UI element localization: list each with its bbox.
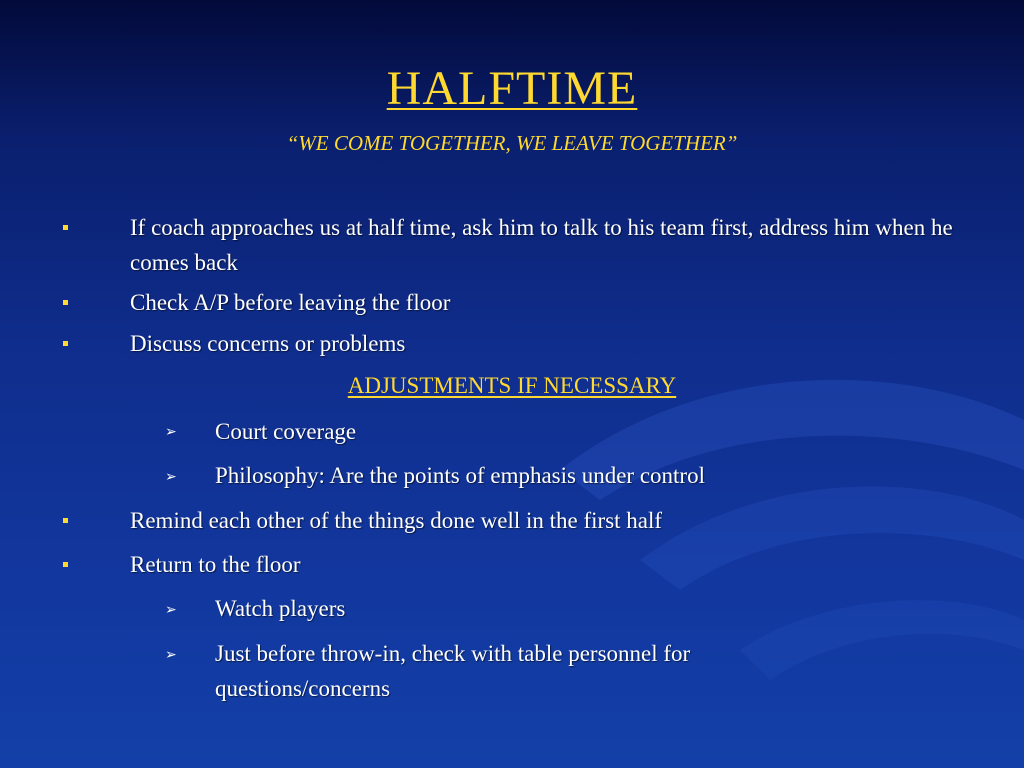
arrow-bullet-icon: ➢	[165, 469, 177, 485]
square-bullet-icon	[63, 341, 68, 346]
arrow-bullet-icon: ➢	[165, 602, 177, 618]
square-bullet-icon	[63, 518, 68, 523]
bullet-item: Discuss concerns or problems	[130, 331, 406, 356]
slide-title: HALFTIME	[386, 62, 638, 115]
square-bullet-icon	[63, 225, 68, 230]
bullet-item: Check A/P before leaving the floor	[130, 290, 451, 315]
sub-bullet-item: Just before throw-in, check with table personnel for questions/concerns	[215, 641, 691, 701]
square-bullet-icon	[63, 562, 68, 567]
sub-bullet-item: Watch players	[215, 596, 346, 621]
arrow-bullet-icon: ➢	[165, 424, 177, 440]
bullet-item: Return to the floor	[130, 552, 301, 577]
arrow-bullet-icon: ➢	[165, 647, 177, 663]
sub-bullet-item: Philosophy: Are the points of emphasis under control	[215, 463, 705, 488]
adjustments-heading: ADJUSTMENTS IF NECESSARY	[347, 373, 677, 398]
bullet-item: Remind each other of the things done well in the first half	[130, 508, 663, 533]
square-bullet-icon	[63, 300, 68, 305]
slide-subtitle: “WE COME TOGETHER, WE LEAVE TOGETHER”	[286, 131, 738, 155]
bullet-item: If coach approaches us at half time, ask him to talk to his team first, address him when he comes back	[130, 215, 953, 275]
sub-bullet-item: Court coverage	[215, 419, 357, 444]
